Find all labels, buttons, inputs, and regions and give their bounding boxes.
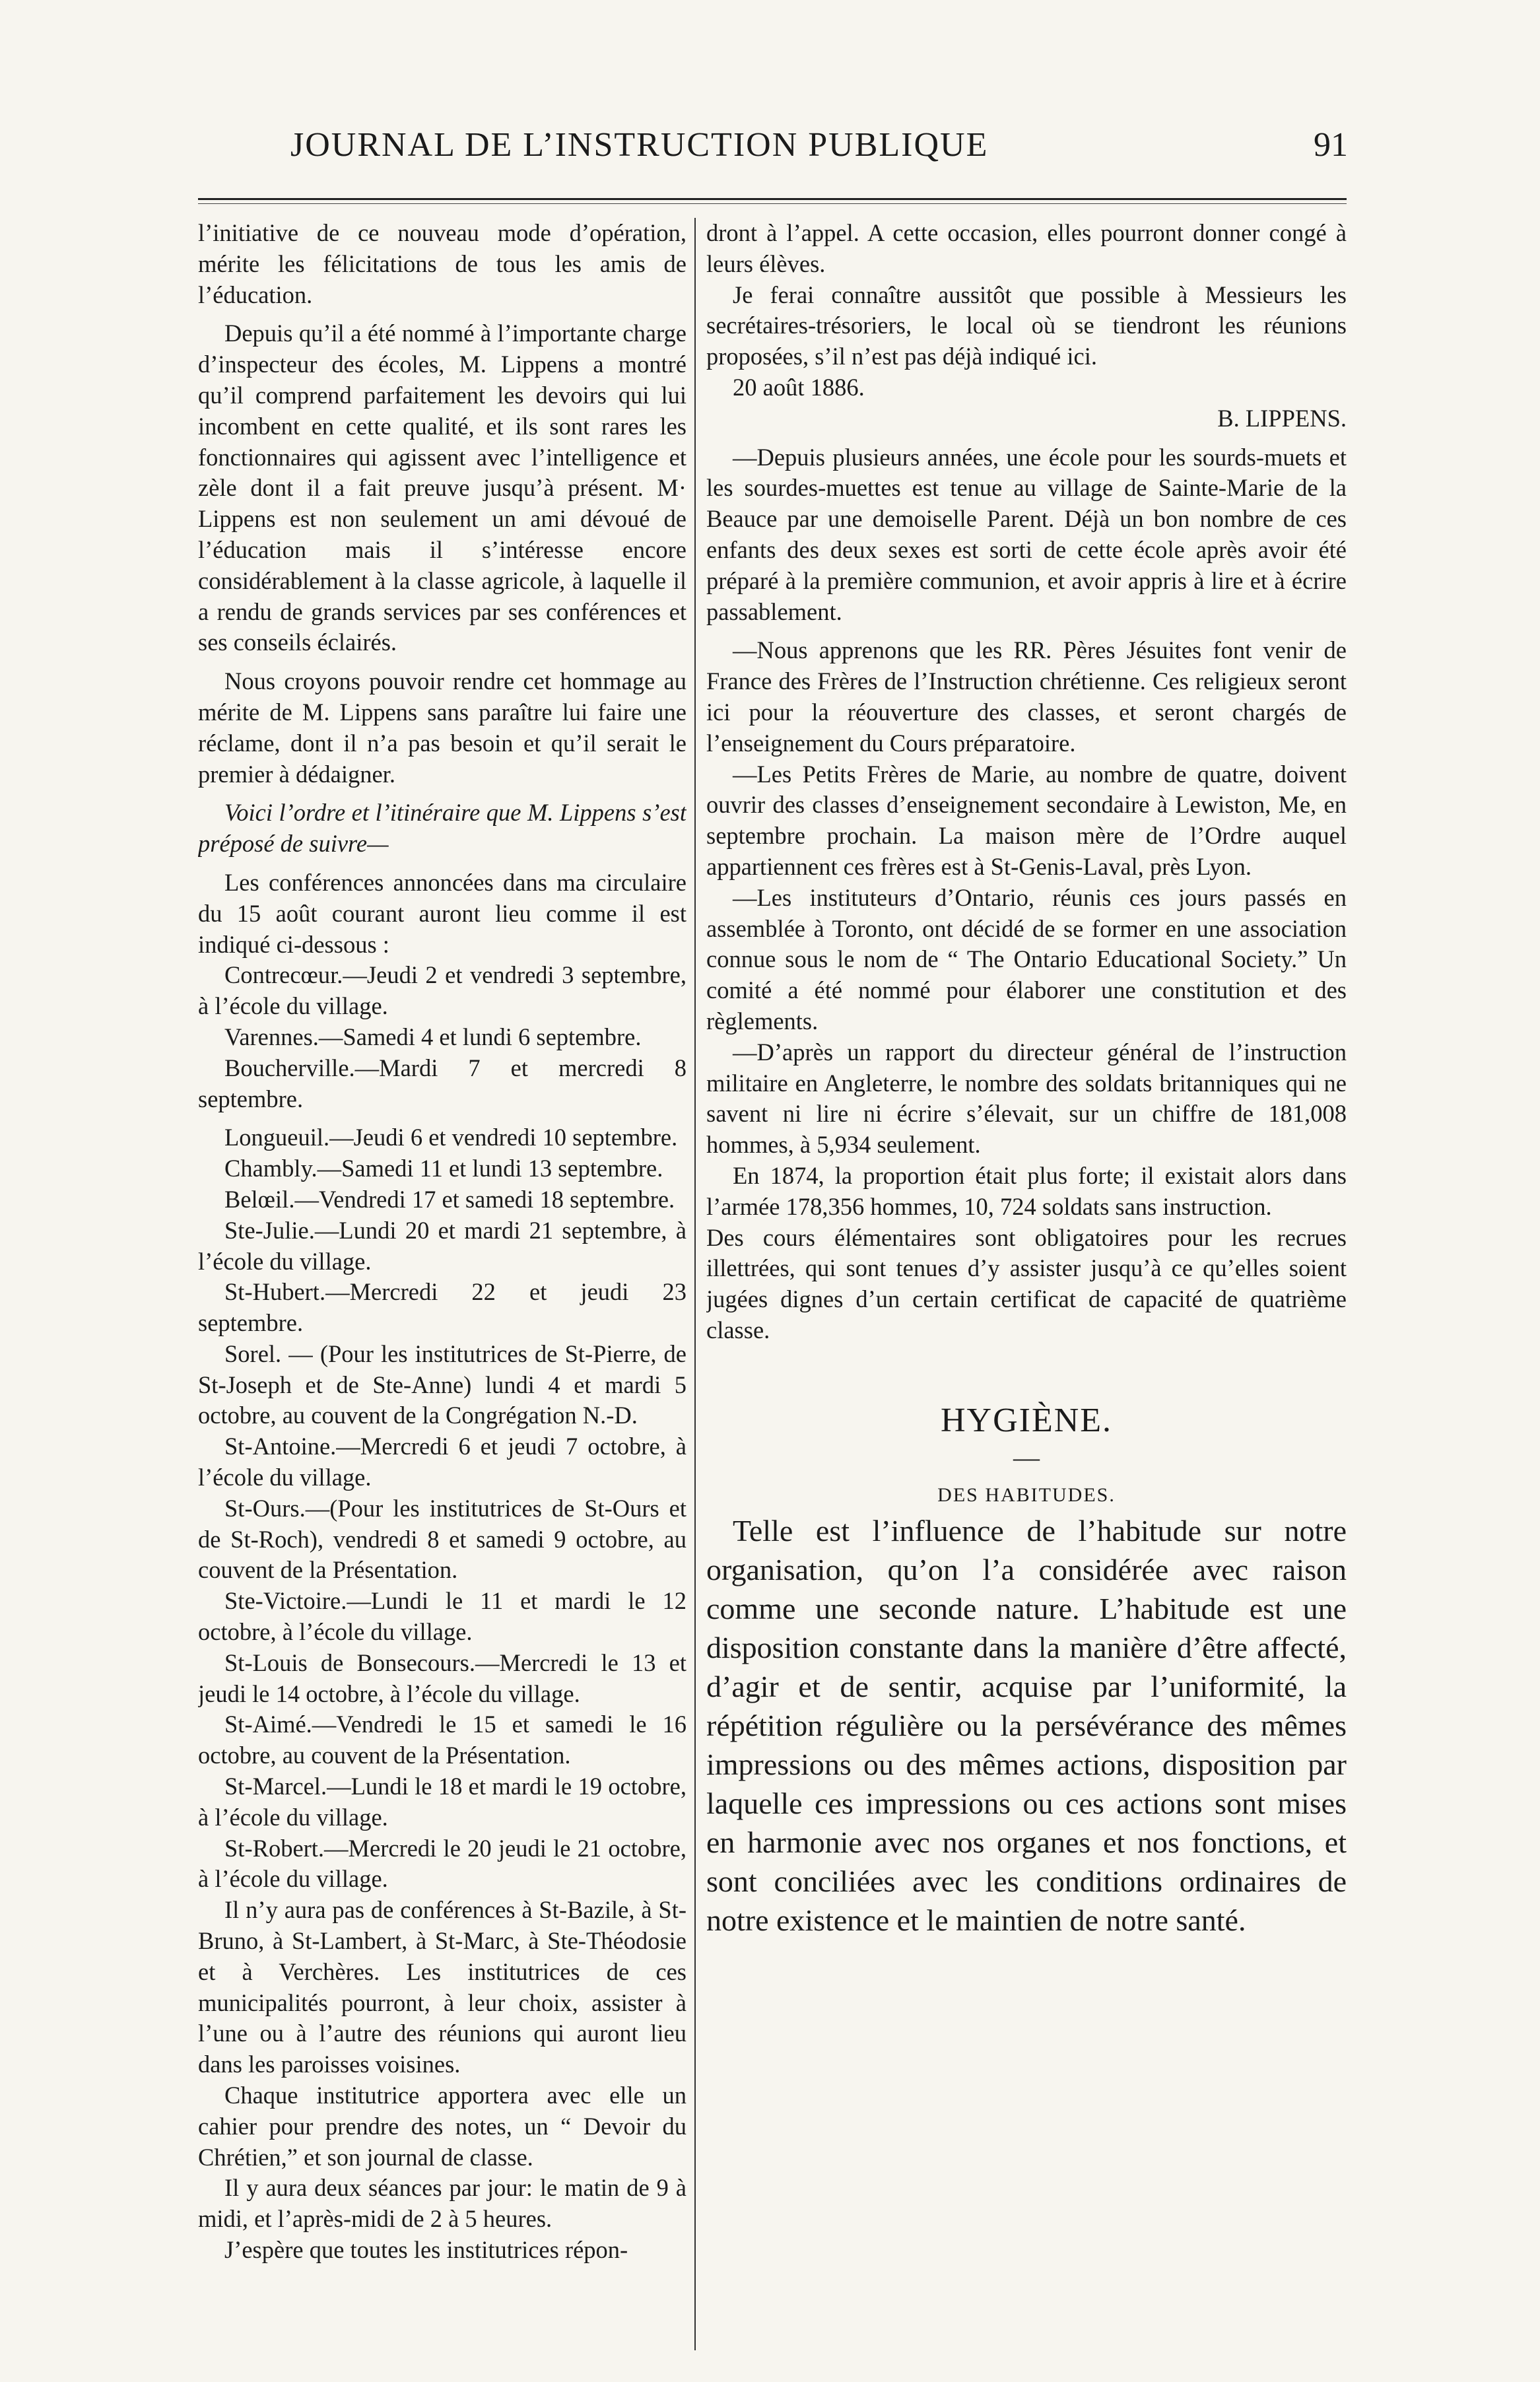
- itinerary-entry: St-Hubert.—Mercredi 22 et jeudi 23 septembre.: [198, 1278, 686, 1337]
- page-header: [0, 125, 1540, 178]
- itinerary-heading: Voici l’ordre et l’itinéraire que M. Lippens s’est préposé de suivre—: [198, 799, 686, 858]
- left-column: [198, 218, 686, 2357]
- journal-title: JOURNAL DE L’INSTRUCTION PUBLIQUE: [290, 126, 989, 164]
- itinerary-entry: Varennes.—Samedi 4 et lundi 6 septembre.: [224, 1023, 642, 1050]
- itinerary-entry: Ste-Victoire.—Lundi le 11 et mardi le 12 octobre, à l’école du village.: [198, 1587, 686, 1646]
- header-rule-thin: [198, 203, 1347, 204]
- itinerary-entry: St-Robert.—Mercredi le 20 jeudi le 21 octobre, à l’école du village.: [198, 1834, 686, 1893]
- itinerary-entry: St-Aimé.—Vendredi le 15 et samedi le 16 octobre, au couvent de la Présentation.: [198, 1711, 686, 1769]
- itinerary-entry: Sorel. — (Pour les institutrices de St-Pierre, de St-Joseph et de Ste-Anne) lundi 4 et mardi 5 octobre, au couvent de la Congrégation N.-D.: [198, 1340, 686, 1429]
- itinerary-entry: St-Ours.—(Pour les institutrices de St-Ours et de St-Roch), vendredi 8 et samedi 9 octobre, au couvent de la Présentation.: [198, 1494, 686, 1584]
- signature: B. LIPPENS.: [1217, 404, 1347, 432]
- letter-date: 20 août 1886.: [733, 373, 865, 401]
- itinerary-entry: Boucherville.—Mardi 7 et mercredi 8 septembre.: [198, 1054, 686, 1112]
- itinerary-entry: Belœil.—Vendredi 17 et samedi 18 septembre.: [224, 1185, 675, 1213]
- paragraph: En 1874, la proportion était plus forte; il existait alors dans l’armée 178,356 hommes, 10, 724 soldats sans instruction.: [706, 1161, 1347, 1220]
- itinerary-entry: St-Marcel.—Lundi le 18 et mardi le 19 octobre, à l’école du village.: [198, 1773, 686, 1831]
- itinerary-entry: St-Louis de Bonsecours.—Mercredi le 13 et jeudi le 14 octobre, à l’école du village.: [198, 1649, 686, 1707]
- paragraph: dront à l’appel. A cette occasion, elles pourront donner congé à leurs élèves.: [706, 219, 1347, 277]
- paragraph: Chaque institutrice apportera avec elle un cahier pour prendre des notes, un “ Devoir du Chrétien,” et son journal de classe.: [198, 2082, 686, 2171]
- paragraph: Des cours élémentaires sont obligatoires pour les recrues illettrées, qui sont tenues d’y assister jusqu’à ce qu’elles soient jugées dignes d’un certain certificat de capacité de quatrième classe.: [706, 1223, 1347, 1344]
- page-number: 91: [1314, 126, 1348, 164]
- section-body: Telle est l’influence de l’habitude sur notre organisation, qu’on l’a considérée avec raison comme une seconde nature. L’habitude est une disposition constante dans la manière d’être affecté, d’agir et de sentir, acquise par l’uniformité, la répétition régulière ou la persévérance des mêmes impressions ou des mêmes actions, disposition par laquelle ces impressions ou ces actions sont mises en harmonie avec nos organes et nos fonctions, et sont conciliées avec les conditions ordinaires de notre existence et le maintien de notre santé.: [706, 1514, 1347, 1938]
- paragraph: —Les Petits Frères de Marie, au nombre de quatre, doivent ouvrir des classes d’enseignement secondaire à Lewiston, Me, en septembre prochain. La maison mère de l’Ordre auquel appartiennent ces frères est à St-Genis-Laval, près Lyon.: [706, 760, 1347, 880]
- itinerary-entry: Longueuil.—Jeudi 6 et vendredi 10 septembre.: [224, 1124, 678, 1151]
- paragraph: Nous croyons pouvoir rendre cet hommage au mérite de M. Lippens sans paraître lui faire une réclame, dont il n’a pas besoin et qu’il serait le premier à dédaigner.: [198, 667, 686, 788]
- header-rule: [198, 198, 1347, 200]
- itinerary-entry: Contrecœur.—Jeudi 2 et vendredi 3 septembre, à l’école du village.: [198, 961, 686, 1020]
- paragraph: —Les instituteurs d’Ontario, réunis ces jours passés en assemblée à Toronto, ont décidé de se former en une association connue sous le nom de “ The Ontario Educational Society.” Un comité a été nommé pour élaborer une constitution et des règlements.: [706, 883, 1347, 1035]
- paragraph: Les conférences annoncées dans ma circulaire du 15 août courant auront lieu comme il est indiqué ci-dessous :: [198, 868, 686, 958]
- itinerary-entry: Ste-Julie.—Lundi 20 et mardi 21 septembre, à l’école du village.: [198, 1216, 686, 1275]
- paragraph: Il n’y aura pas de conférences à St-Bazile, à St-Bruno, à St-Lambert, à St-Marc, à Ste-Théodosie et à Verchères. Les institutrices de ces municipalités pourront, à leur choix, assister à l’une ou à l’autre des réunions qui auront lieu dans les paroisses voisines.: [198, 1896, 686, 2078]
- itinerary-entry: Chambly.—Samedi 11 et lundi 13 septembre.: [224, 1155, 663, 1182]
- paragraph: l’initiative de ce nouveau mode d’opération, mérite les félicitations de tous les amis de l’éducation.: [198, 219, 686, 308]
- paragraph: Je ferai connaître aussitôt que possible à Messieurs les secrétaires-trésoriers, le local où se tiendront les réunions proposées, s’il n’est pas déjà indiqué ici.: [706, 281, 1347, 370]
- paragraph: —D’après un rapport du directeur général de l’instruction militaire en Angleterre, le nombre des soldats britanniques qui ne savent ni lire ni écrire s’élevait, sur un chiffre de 181,008 hommes, à 5,934 seulement.: [706, 1038, 1347, 1159]
- section-subtitle: DES HABITUDES.: [937, 1484, 1116, 1507]
- right-column: [706, 218, 1347, 2357]
- paragraph: Depuis qu’il a été nommé à l’importante charge d’inspecteur des écoles, M. Lippens a montré qu’il comprend parfaitement les devoirs qui lui incombent en cette qualité, et ils sont rares les fonctionnaires qui agissent avec l’intelligence et zèle dont il a fait preuve jusqu’à présent. M· Lippens est non seulement un ami dévoué de l’éducation mais il s’intéresse encore considérablement à la classe agricole, à laquelle il a rendu de grands services par ses conférences et ses conseils éclairés.: [198, 320, 686, 656]
- itinerary-entry: St-Antoine.—Mercredi 6 et jeudi 7 octobre, à l’école du village.: [198, 1433, 686, 1491]
- paragraph: —Nous apprenons que les RR. Pères Jésuites font venir de France des Frères de l’Instruction chrétienne. Ces religieux seront ici pour la réouverture des classes, et seront chargés de l’enseignement du Cours préparatoire.: [706, 636, 1347, 757]
- section-dash: —: [1013, 1443, 1040, 1473]
- column-divider: [694, 218, 696, 2350]
- paragraph: Il y aura deux séances par jour: le matin de 9 à midi, et l’après-midi de 2 à 5 heures.: [198, 2174, 686, 2233]
- paragraph: J’espère que toutes les institutrices répon-: [224, 2236, 628, 2263]
- section-title: HYGIÈNE.: [940, 1401, 1113, 1439]
- paragraph: —Depuis plusieurs années, une école pour les sourds-muets et les sourdes-muettes est tenue au village de Sainte-Marie de la Beauce par une demoiselle Parent. Déjà un bon nombre de ces enfants des deux sexes est sorti de cette école après avoir été préparé à la première communion, et avoir appris à lire et à écrire passablement.: [706, 443, 1347, 625]
